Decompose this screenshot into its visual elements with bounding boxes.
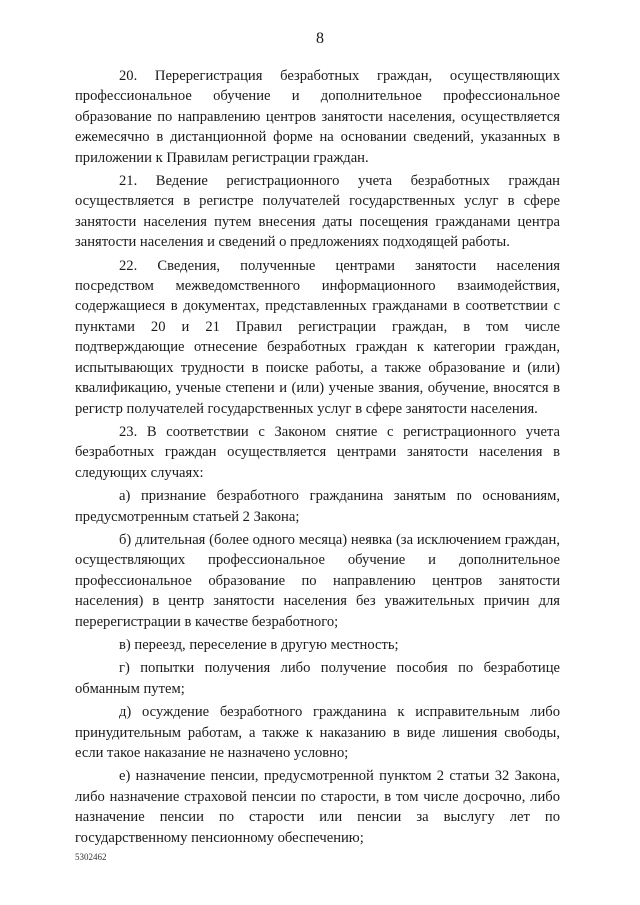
list-item-d: д) осуждение безработного гражданина к исправительным либо принудительным работам, а также к наказанию в виде лишения свободы, если такое наказание не назначено условно; [75, 704, 560, 761]
list-item-e: е) назначение пенсии, предусмотренной пунктом 2 статьи 32 Закона, либо назначение страховой пенсии по старости, в том числе досрочно, либо назначение пенсии по старости или пенсии за выслугу лет по государственному пенсионному обеспечению; [75, 768, 560, 846]
paragraph-23: 23. В соответствии с Законом снятие с регистрационного учета безработных граждан осуществляется центрами занятости населения в следующих случаях: [75, 423, 560, 481]
page-number: 8 [316, 30, 324, 47]
list-item-v: в) переезд, переселение в другую местность; [119, 636, 399, 653]
document-body [75, 66, 560, 851]
list-item-a: а) признание безработного гражданина занятым по основаниям, предусмотренным статьей 2 Закона; [75, 488, 560, 525]
document-code: 5302462 [75, 852, 107, 862]
paragraph-22: 22. Сведения, полученные центрами занятости населения посредством межведомственного информационного взаимодействия, содержащиеся в документах, представленных гражданами в соответствии с пунктами 20 и 21 Правил регистрации граждан, в том числе подтверждающие отнесение безработных граждан к категории граждан, испытывающих трудности в поиске работы, а также образование и (или) квалификацию, ученые степени и (или) ученые звания, обучение, вносятся в регистр получателей государственных услуг в сфере занятости населения. [75, 257, 560, 417]
list-item-g: г) попытки получения либо получение пособия по безработице обманным путем; [75, 660, 560, 697]
list-item-b: б) длительная (более одного месяца) неявка (за исключением граждан, осуществляющих профессиональное обучение и дополнительное профессиональное образование по направлению центров занятости населения) в центр занятости населения без уважительных причин для перерегистрации в качестве безработного; [75, 531, 560, 630]
paragraph-20: 20. Перерегистрация безработных граждан, осуществляющих профессиональное обучение и дополнительное профессиональное образование по направлению центров занятости населения, осуществляется ежемесячно в дистанционной форме на основании сведений, указанных в приложении к Правилам регистрации граждан. [75, 68, 560, 166]
paragraph-21: 21. Ведение регистрационного учета безработных граждан осуществляется в регистре получателей государственных услуг в сфере занятости населения путем внесения даты посещения гражданами центра занятости населения и сведений о предложениях подходящей работы. [75, 173, 560, 251]
